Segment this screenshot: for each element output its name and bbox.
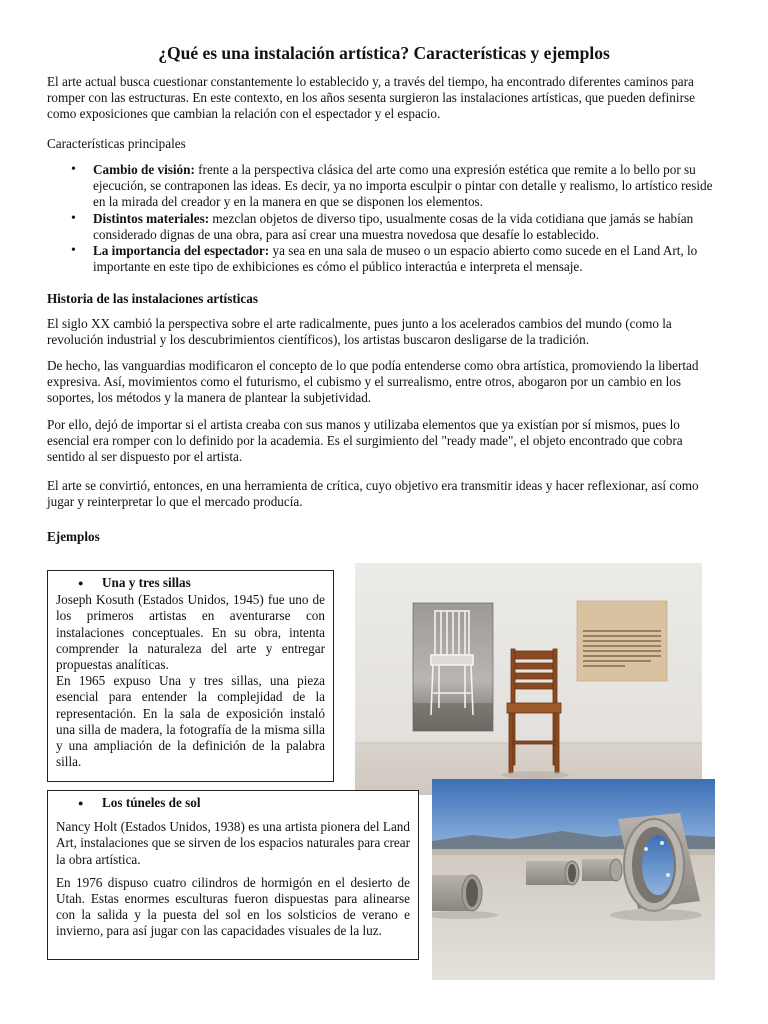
example-title: ● Una y tres sillas: [56, 575, 325, 591]
history-heading: Historia de las instalaciones artísticas: [47, 291, 258, 306]
example-box-kosuth: [47, 570, 334, 782]
example-paragraph: Nancy Holt (Estados Unidos, 1938) es una artista pionera del Land Art, instalaciones que se sirven de los espacios naturales para crear la obra artística.: [56, 819, 410, 867]
feature-text: frente a la perspectiva clásica del arte como una expresión estética que remite a lo bello por su ejecución, se contraponen las ideas. Es decir, ya no importa esculpir o pintar con detalle y realismo, lo artístico reside en la mirada del creador y en la manera en que se disponen los elementos.: [93, 162, 713, 210]
example-paragraph: En 1976 dispuso cuatro cilindros de hormigón en el desierto de Utah. Estas enormes esculturas fueron dispuestas para alinearse con la salida y la puesta del sol en los solsticios de verano e invierno, para así jugar con las capacidades visuales de la luz.: [56, 874, 410, 939]
history-paragraph: De hecho, las vanguardias modificaron el concepto de lo que podía entenderse como obra artística, promoviendo la libertad expresiva. Así, movimientos como el futurismo, el cubismo y el surrealismo, entre otros, abogaron por un cambio en los soportes, los métodos y la manera de plantear la subjetividad.: [47, 358, 699, 406]
history-paragraph: Por ello, dejó de importar si el artista creaba con sus manos y utilizaba elementos que ya existían por sí mismos, pues lo esencial era romper con lo definido por la academia. Es el surgimiento del "ready made", el objeto encontrado que cobra sentido al ser dispuesto por el artista.: [47, 417, 683, 465]
page-title: ¿Qué es una instalación artística? Características y ejemplos: [158, 43, 610, 63]
feature-term: La importancia del espectador:: [93, 243, 270, 259]
example-title: ● Los túneles de sol: [56, 795, 410, 811]
example-paragraph: En 1965 expuso Una y tres sillas, una pieza esencial para entender la complejidad de la representación. En la sala de exposición instaló una silla de madera, la fotografía de la misma silla y una ampliación de la definición de la palabra silla.: [56, 673, 325, 770]
features-list: [47, 162, 722, 275]
photo-one-and-three-chairs: [355, 563, 702, 795]
history-paragraph: El arte se convirtió, entonces, en una herramienta de crítica, cuyo objetivo era transmitir ideas y hacer reflexionar, así como jugar y reinterpretar lo que el mercado producía.: [47, 478, 699, 510]
feature-text: mezclan objetos de diverso tipo, usualmente cosas de la vida cotidiana que jamás se habían considerado dignas de una obra, para así crear una muestra novedosa que desafíe lo establecido.: [93, 210, 694, 242]
examples-heading: Ejemplos: [47, 529, 100, 544]
features-heading: Características principales: [47, 136, 186, 151]
desert-illustration: [432, 779, 715, 980]
photo-sun-tunnels: [432, 779, 715, 980]
feature-item: [47, 211, 722, 243]
feature-term: Cambio de visión:: [93, 162, 195, 177]
history-paragraph: El siglo XX cambió la perspectiva sobre el arte radicalmente, pues junto a los acelerados cambios del mundo (como la revolución industrial y los descubrimientos científicos), los artistas buscaron desligarse de la tradición.: [47, 316, 672, 348]
feature-item: [47, 243, 722, 275]
feature-text: ya sea en una sala de museo o un espacio abierto como sucede en el Land Art, lo importante en este tipo de exhibiciones es cómo el público interactúa e interpreta el mensaje.: [93, 243, 698, 275]
gallery-illustration: [355, 563, 702, 795]
feature-item: [47, 162, 722, 211]
example-paragraph: Joseph Kosuth (Estados Unidos, 1945) fue uno de los primeros artistas en aventurarse con instalaciones conceptuales. En su obra, intenta comprender la naturaleza del arte y entregar propuestas analíticas.: [56, 592, 325, 673]
intro-paragraph: El arte actual busca cuestionar constantemente lo establecido y, a través del tiempo, ha encontrado diferentes caminos para romper con las estructuras. En este contexto, en los años sesenta surgieron las instalaciones artísticas, que pueden definirse como exposiciones que cambian la relación con el espectador y el espacio.: [47, 74, 695, 122]
feature-term: Distintos materiales:: [93, 210, 210, 226]
example-box-holt: [47, 790, 419, 960]
